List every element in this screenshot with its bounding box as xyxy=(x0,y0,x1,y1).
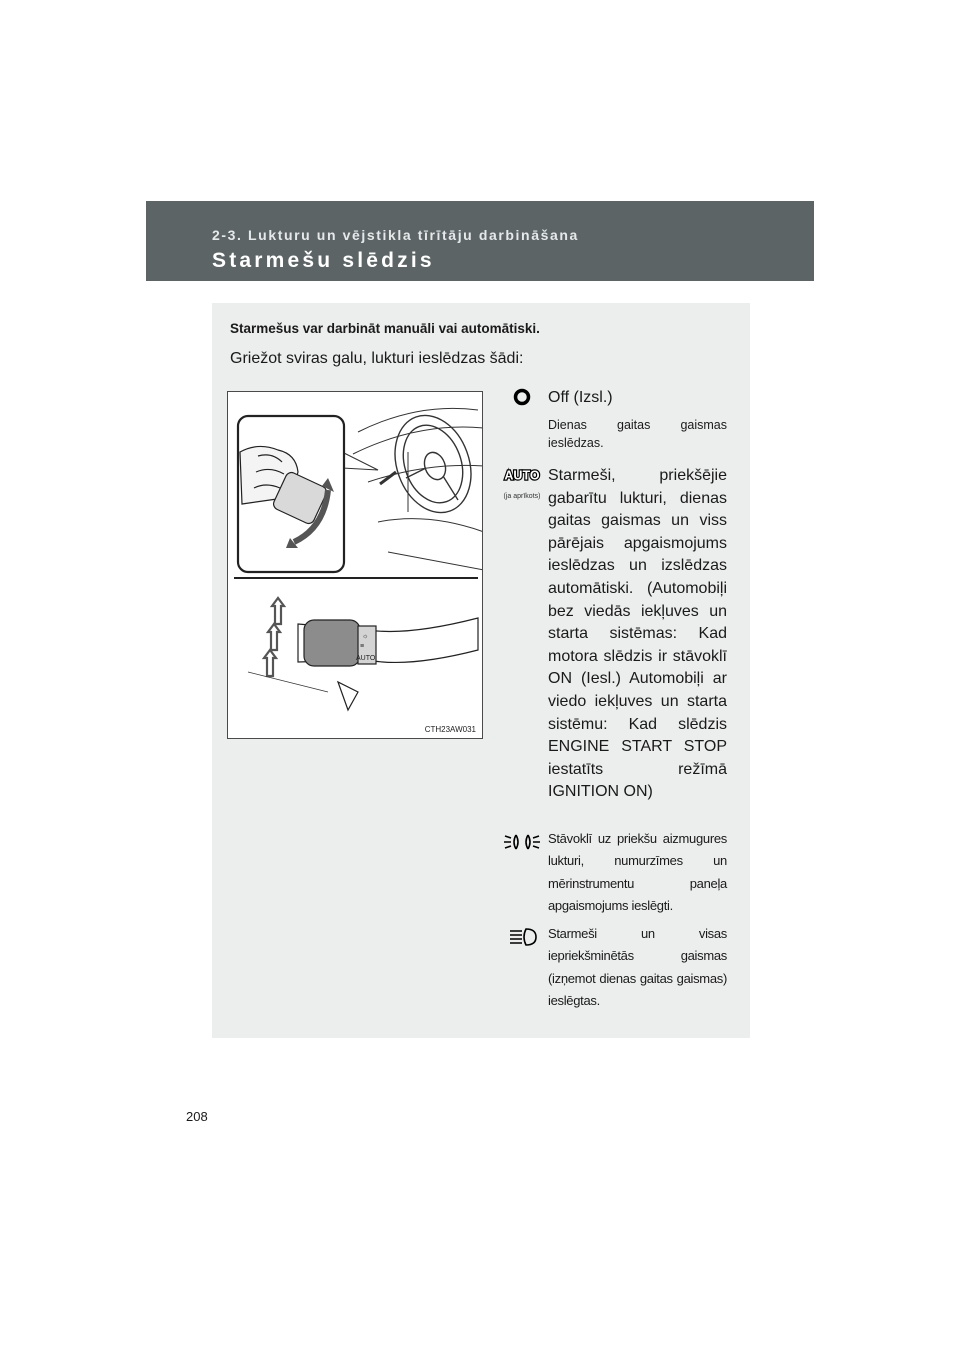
parking-lights-icon xyxy=(498,830,546,854)
headlights-icon xyxy=(498,925,546,949)
intro-text: Starmešus var darbināt manuāli vai automātiski. xyxy=(230,321,540,336)
headlight-switch-lever-illustration xyxy=(228,392,483,739)
content-box xyxy=(212,303,750,1038)
auto-icon xyxy=(498,463,546,487)
svg-text:AUTO: AUTO xyxy=(504,468,540,483)
svg-text:☼: ☼ xyxy=(362,633,369,640)
item-parking-text: Stāvoklī uz priekšu aizmugures lukturi, numurzīmes un mērinstrumentu paneļa apgaismojums ieslēgti. xyxy=(548,831,727,914)
item-auto-text: Starmeši, priekšējie gabarītu lukturi, dienas gaitas gaismas un viss pārējais apgaismojums ieslēdzas un izslēdzas automātiski. (Automobiļi bez viedās iekļuves un starta sistēmas: Kad motora slēdzis ir stāvoklī ON (Iesl.) Automobiļi ar viedo iekļuves un starta sistēmu: Kad slēdzis ENGINE START STOP iestatīts režīmā IGNITION ON) xyxy=(548,467,727,801)
item-auto-note: (ja aprīkots) xyxy=(503,493,541,500)
switch-auto-label: AUTO xyxy=(356,655,376,662)
figure-code: CTH23AW031 xyxy=(424,725,476,734)
item-off-text: Off (Izsl.) xyxy=(548,389,613,406)
off-position-icon xyxy=(498,385,546,409)
intro-subtitle: Griežot sviras galu, lukturi ieslēdzas šādi: xyxy=(230,350,524,367)
svg-text:≡: ≡ xyxy=(360,643,365,650)
headlight-switch-figure xyxy=(227,391,483,739)
item-off-subtext: Dienas gaitas gaismas ieslēdzas. xyxy=(548,417,727,450)
section-label: 2-3. Lukturu un vējstikla tīrītāju darbināšana xyxy=(212,227,579,243)
page-title: Starmešu slēdzis xyxy=(212,249,435,272)
item-headlights-text: Starmeši un visas iepriekšminētās gaismas (izņemot dienas gaitas gaismas) ieslēgtas. xyxy=(548,926,727,1009)
chapter-header xyxy=(146,201,814,281)
page-number: 208 xyxy=(186,1109,208,1124)
